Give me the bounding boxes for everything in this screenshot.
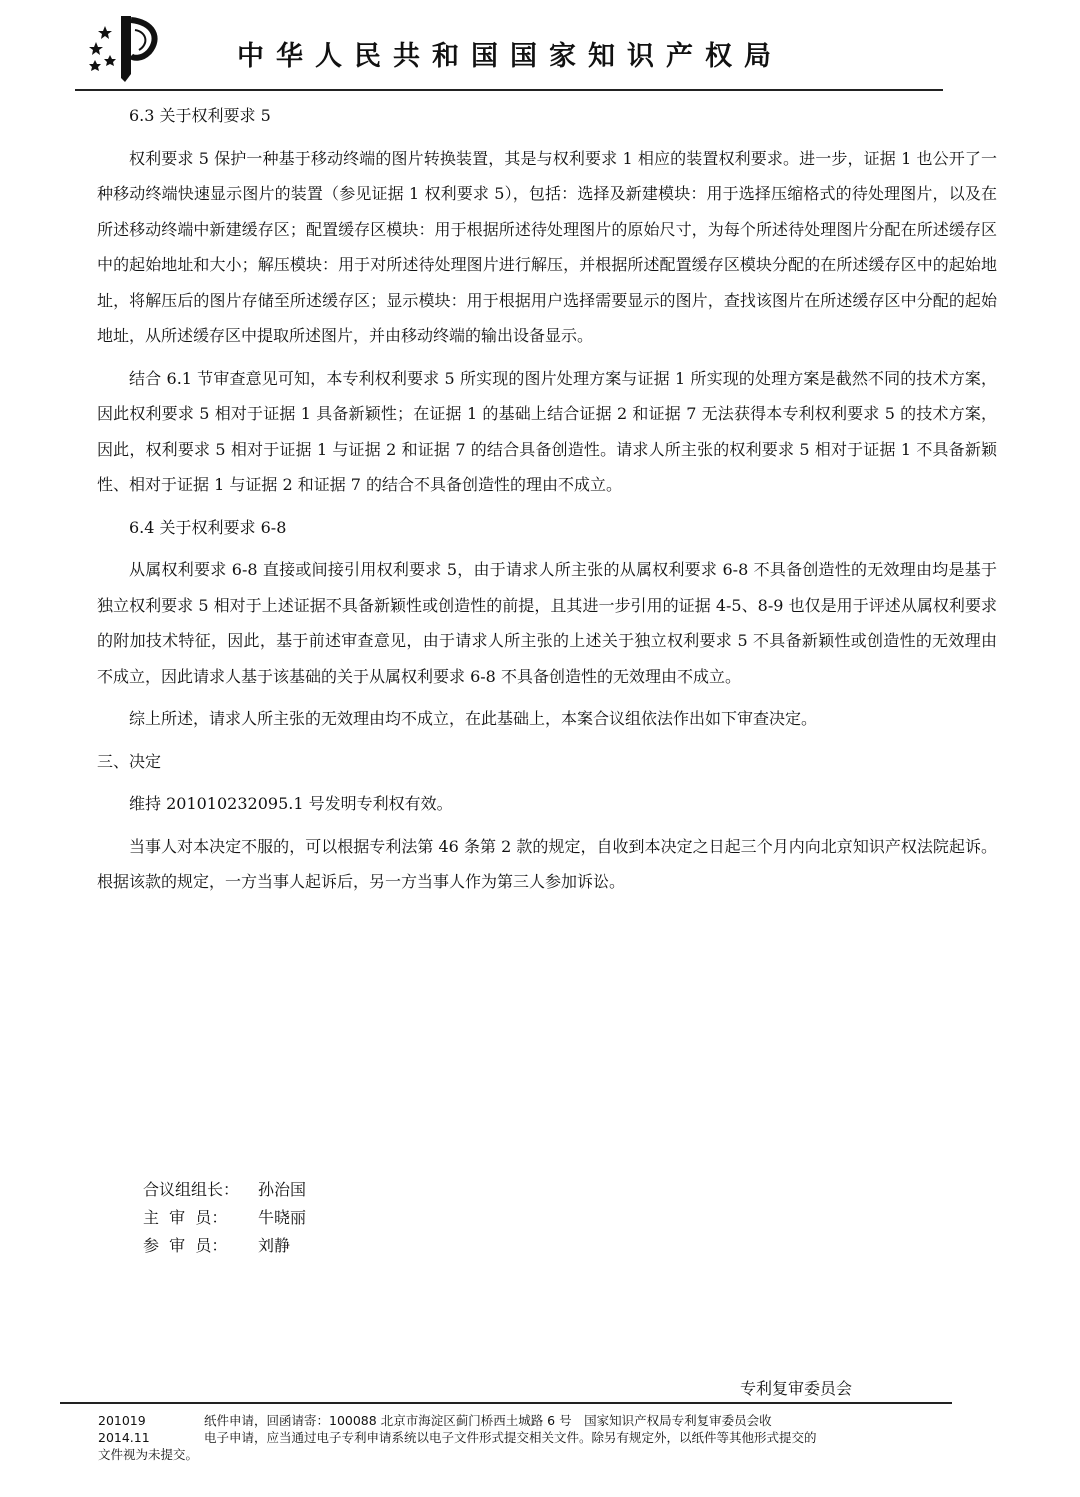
signature-row — [143, 1176, 306, 1204]
decision-body — [97, 98, 997, 907]
issuing-committee: 专利复审委员会 — [740, 1379, 853, 1398]
electronic-submission-note: 电子申请，应当通过电子专利申请系统以电子文件形式提交相关文件。除另有规定外，以纸件等其他形式提交的 — [204, 1430, 817, 1445]
signature-title: 参 审 员： — [143, 1236, 228, 1255]
cnipa-emblem-icon — [83, 12, 163, 84]
signature-row — [143, 1232, 306, 1260]
page-header — [75, 12, 945, 90]
paragraph-decision: 维持 201010232095.1 号发明专利权有效。 — [129, 794, 453, 813]
panel-signatures — [143, 1176, 306, 1260]
footer-divider — [60, 1402, 952, 1404]
signature-title: 主 审 员： — [143, 1208, 228, 1227]
electronic-submission-note-cont: 文件视为未提交。 — [98, 1447, 199, 1462]
header-divider — [75, 89, 943, 91]
paragraph-claim5-conclusion: 结合 6.1 节审查意见可知，本专利权利要求 5 所实现的图片处理方案与证据 1 所实现的处理方案是截然不同的技术方案，因此权利要求 5 相对于证据 1 具备新颖性；在证据 1 的基础上结合证据 2 和证据 7 无法获得本专利权利要求 5 的技术方案，因此，权利要求 5 相对于证据 1 与证据 2 和证据 7 的结合具备创造性。请求人所主张的权利要求 5 相对于证据 1 不具备新颖性、相对于证据 1 与证据 2 和证据 7 的结合不具备创造性的理由不成立。 — [97, 368, 997, 494]
section-heading-decision: 三、决定 — [97, 751, 162, 771]
paper-submission-note: 纸件申请，回函请寄：100088 北京市海淀区蓟门桥西土城路 6 号 国家知识产权局专利复审委员会收 — [204, 1413, 772, 1428]
signature-row — [143, 1204, 306, 1232]
paragraph-appeal: 当事人对本决定不服的，可以根据专利法第 46 条第 2 款的规定，自收到本决定之日起三个月内向北京知识产权法院起诉。根据该款的规定，一方当事人起诉后，另一方当事人作为第三人参加诉讼。 — [97, 836, 997, 891]
section-heading-6-3: 6.3 关于权利要求 5 — [129, 106, 271, 125]
paragraph-claims6-8: 从属权利要求 6-8 直接或间接引用权利要求 5，由于请求人所主张的从属权利要求 6-8 不具备创造性的无效理由均是基于独立权利要求 5 相对于上述证据不具备新颖性或创造性的前提，且其进一步引用的证据 4-5、8-9 也仅是用于评述从属权利要求的附加技术特征，因此，基于前述审查意见，由于请求人所主张的上述关于独立权利要求 5 不具备新颖性或创造性的无效理由不成立，因此请求人基于该基础的关于从属权利要求 6-8 不具备创造性的无效理由不成立。 — [97, 560, 997, 686]
footer-line — [98, 1429, 998, 1446]
section-heading-6-4: 6.4 关于权利要求 6-8 — [129, 517, 287, 537]
footer-line — [98, 1412, 998, 1429]
signature-title: 合议组组长： — [143, 1180, 240, 1199]
paragraph-claim5-device: 权利要求 5 保护一种基于移动终端的图片转换装置，其是与权利要求 1 相应的装置权利要求。进一步，证据 1 也公开了一种移动终端快速显示图片的装置（参见证据 1 权利要求 5），包括：选择及新建模块：用于选择压缩格式的待处理图片，以及在所述移动终端中新建缓存区；配置缓存区模块：用于根据所述待处理图片的原始尺寸，为每个所述待处理图片分配在所述缓存区中的起始地址和大小；解压模块：用于对所述待处理图片进行解压，并根据所述配置缓存区模块分配的在所述缓存区中的起始地址，将解压后的图片存储至所述缓存区；显示模块：用于根据用户选择需要显示的图片，查找该图片在所述缓存区中分配的起始地址，从所述缓存区中提取所述图片，并由移动终端的输出设备显示。 — [97, 148, 997, 345]
org-name: 中华人民共和国国家知识产权局 — [237, 41, 783, 72]
form-date: 2014.11 — [98, 1430, 150, 1445]
signature-name: 牛晓丽 — [258, 1208, 307, 1227]
page-footer — [98, 1412, 998, 1463]
signature-name: 刘静 — [258, 1236, 291, 1255]
signature-name: 孙治国 — [258, 1180, 307, 1199]
paragraph-summary: 综上所述，请求人所主张的无效理由均不成立，在此基础上，本案合议组依法作出如下审查决定。 — [129, 709, 818, 728]
form-code: 201019 — [98, 1413, 146, 1428]
